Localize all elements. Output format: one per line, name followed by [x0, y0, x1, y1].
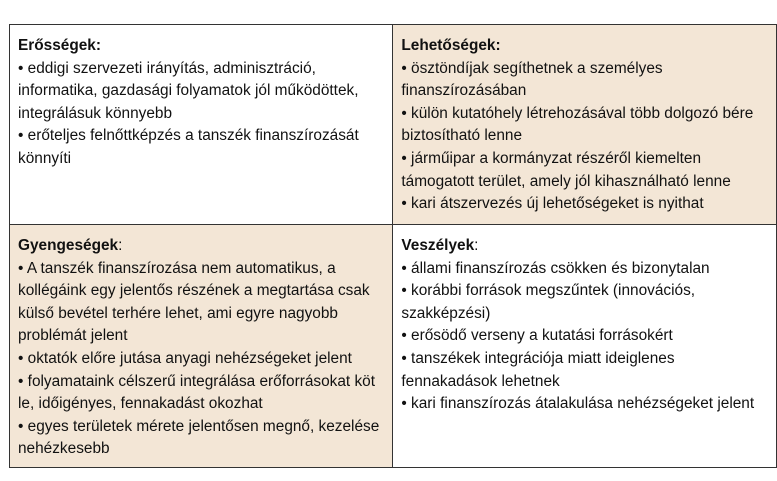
list-item: • kari átszervezés új lehetőségeket is nyithat: [401, 195, 704, 213]
strengths-cell: [10, 25, 393, 225]
list-item: • tanszékek integrációja miatt ideiglenes fennakadások lehetnek: [401, 349, 675, 390]
weaknesses-cell: [10, 225, 393, 468]
swot-row-top: [10, 25, 777, 225]
list-item: • külön kutatóhely létrehozásával több dolgozó bére biztosítható lenne: [401, 104, 754, 145]
list-item: • kari finanszírozás átalakulása nehézségeket jelent: [401, 395, 755, 413]
list-item: • erősödő verseny a kutatási forrásokért: [401, 327, 673, 345]
list-item: • állami finanszírozás csökken és bizonytalan: [401, 259, 710, 277]
list-item: • folyamataink célszerű integrálása erőforrásokat köt le, időigényes, fennakadást okozhat: [18, 372, 375, 413]
list-item: • egyes területek mérete jelentősen megnő, kezelése nehézkesebb: [18, 417, 380, 458]
list-item: • A tanszék finanszírozása nem automatikus, a kollégáink egy jelentős részének a megtartása csak külső bevétel terhére lehet, ami egyre nagyobb problémát jelent: [18, 259, 370, 345]
swot-row-bottom: [10, 225, 777, 468]
list-item: • ösztöndíjak segíthetnek a személyes finanszírozásában: [401, 59, 663, 100]
threats-cell: [393, 225, 777, 468]
list-item: • oktatók előre jutása anyagi nehézségeket jelent: [18, 349, 352, 367]
opportunities-cell: [393, 25, 777, 225]
swot-table: [9, 24, 777, 468]
threats-title: Veszélyek:: [401, 237, 479, 254]
list-item: • eddigi szervezeti irányítás, adminisztráció, informatika, gazdasági folyamatok jól működöttek, integrálásuk könnyebb: [18, 59, 359, 122]
list-item: • erőteljes felnőttképzés a tanszék finanszírozását könnyíti: [18, 127, 359, 167]
strengths-title: Erősségek:: [18, 37, 101, 54]
list-item: • járműipar a kormányzat részéről kiemelten támogatott terület, amely jól kihasználható lenne: [401, 149, 731, 190]
list-item: • korábbi források megszűntek (innovációs, szakképzési): [401, 282, 696, 322]
opportunities-title: Lehetőségek:: [401, 37, 501, 54]
weaknesses-title: Gyengeségek:: [18, 237, 123, 254]
